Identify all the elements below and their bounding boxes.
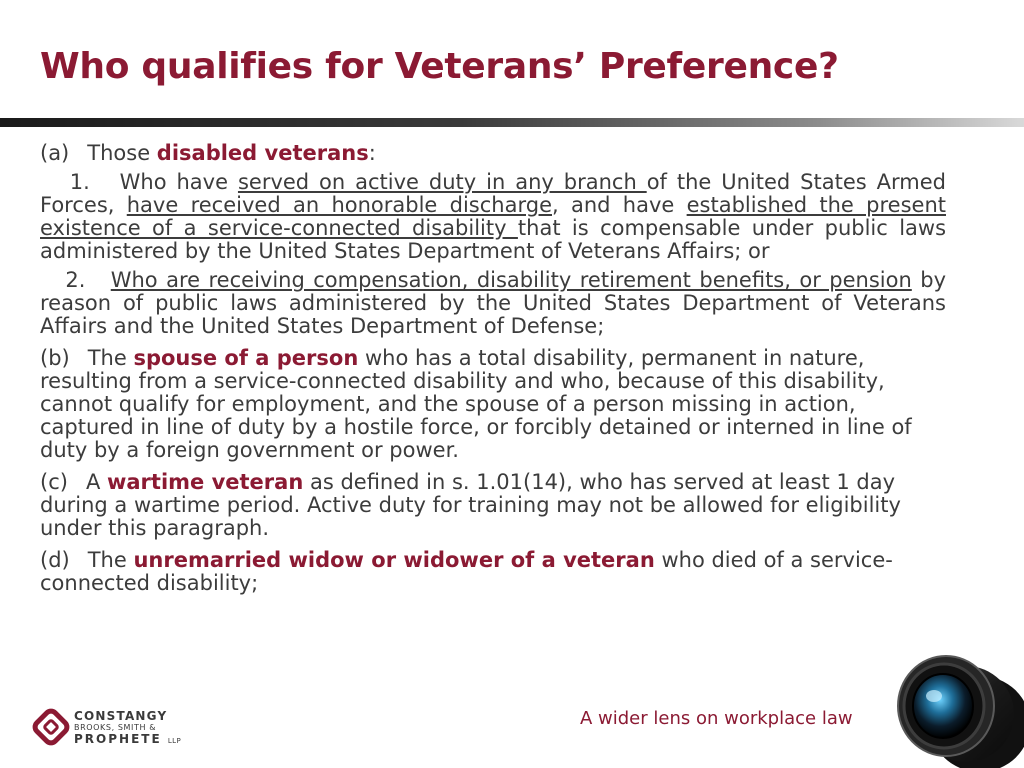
item-b	[40, 347, 946, 462]
item-a1	[40, 171, 946, 263]
logo-line-1: CONSTANGY	[74, 709, 168, 723]
item-c-text-post: as defined in s. 1.01(14), who has served at least 1 day during a wartime period. Active duty for training may not be allowed for eligibility under this paragraph.	[40, 470, 901, 540]
logo-llp: LLP	[167, 737, 182, 745]
item-d-emphasis: unremarried widow or widower of a veteran	[133, 548, 655, 572]
item-a1-underline-3: established the present existence of a service-connected disability	[40, 193, 946, 240]
slide-body	[40, 142, 946, 595]
slide-title: Who qualifies for Veterans’ Preference?	[40, 46, 839, 87]
item-a-text-pre: Those	[87, 141, 157, 165]
item-d-text-post: who died of a service-connected disability;	[40, 548, 893, 595]
item-a	[40, 142, 946, 165]
logo-line-3	[74, 733, 181, 748]
item-a1-text-4: that is compensable under public laws administered by the United States Department of Veterans Affairs; or	[40, 216, 947, 263]
item-b-text-pre: The	[87, 346, 134, 370]
item-a1-number: 1.	[69, 170, 90, 194]
item-a2-number: 2.	[65, 268, 86, 292]
item-c-emphasis: wartime veteran	[106, 470, 304, 494]
item-c-label: (c)	[40, 470, 68, 494]
logo-diamond-icon	[32, 708, 70, 746]
logo-line-2: BROOKS, SMITH &	[74, 723, 157, 732]
item-a1-underline-2: have received an honorable discharge	[126, 193, 552, 217]
item-a-label: (a)	[40, 141, 70, 165]
title-divider	[0, 118, 1024, 127]
item-d	[40, 549, 946, 595]
item-a1-text-1: Who have	[119, 170, 238, 194]
item-b-emphasis: spouse of a person	[133, 346, 359, 370]
item-a1-text-2: of the United States Armed Forces,	[40, 170, 946, 217]
item-a2-underline-1: Who are receiving compensation, disability retirement benefits, or pension	[110, 268, 912, 292]
item-a-emphasis: disabled veterans	[156, 141, 369, 165]
item-c	[40, 471, 946, 540]
item-b-label: (b)	[40, 346, 70, 370]
item-d-label: (d)	[40, 548, 70, 572]
item-a1-underline-1: served on active duty in any branch	[237, 170, 647, 194]
company-logo	[32, 708, 212, 748]
item-a2-text-1: by reason of public laws administered by the United States Department of Veterans Affairs and the United States Department of Defense;	[40, 268, 947, 338]
item-b-text-post: who has a total disability, permanent in nature, resulting from a service-connected disability and who, because of this disability, cannot qualify for employment, and the spouse of a person missing in action, captured in line of duty by a hostile force, or forcibly detained or interned in line of duty by a foreign government or power.	[40, 346, 912, 462]
item-a-text-post: :	[368, 141, 376, 165]
item-c-text-pre: A	[85, 470, 107, 494]
item-a1-text-3: , and have	[552, 193, 687, 217]
camera-lens-icon	[888, 652, 1024, 768]
tagline: A wider lens on workplace law	[580, 708, 853, 729]
logo-wordmark	[74, 710, 181, 748]
logo-line-3-name: PROPHETE	[74, 732, 162, 746]
item-d-text-pre: The	[87, 548, 134, 572]
item-a2	[40, 269, 946, 338]
